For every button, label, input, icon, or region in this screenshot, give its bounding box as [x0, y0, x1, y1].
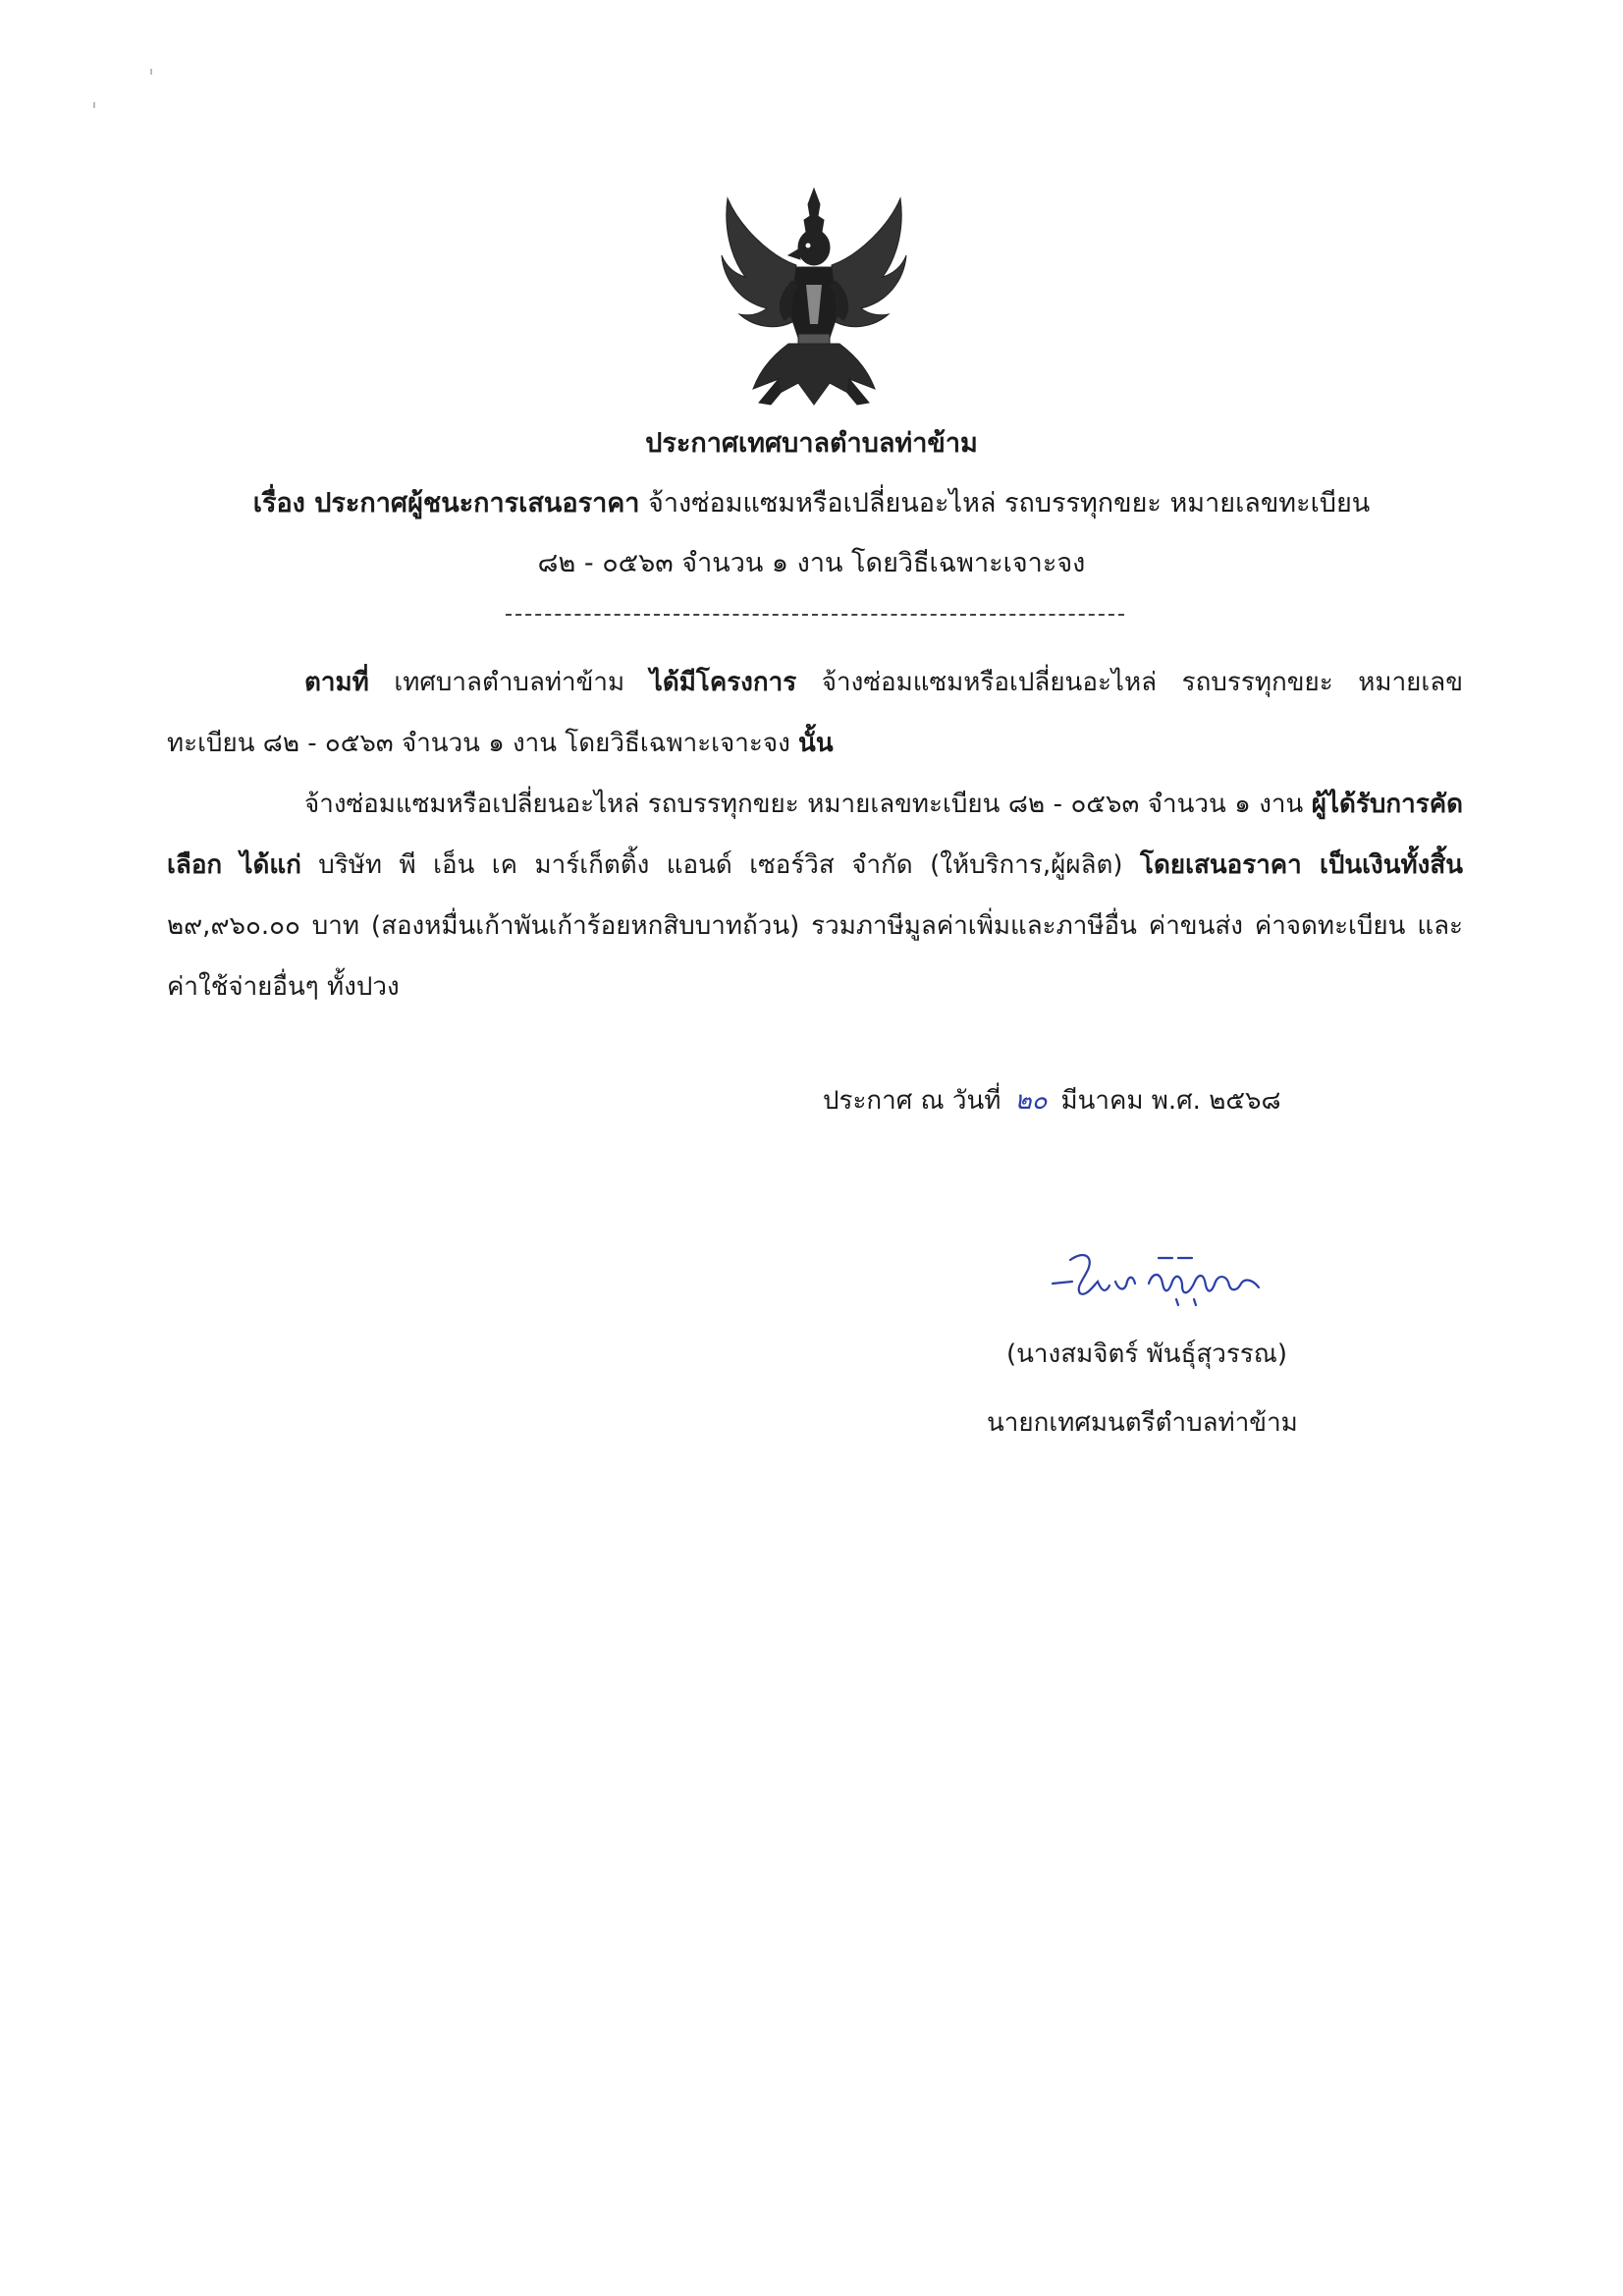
para2-text-b: บริษัท พี เอ็น เค มาร์เก็ตติ้ง แอนด์ เซอร์วิส จำกัด (ให้บริการ,ผู้ผลิต) [300, 850, 1140, 880]
subject-line-1 [0, 474, 1623, 533]
signer-position: นายกเทศมนตรีตำบลท่าข้าม [987, 1408, 1298, 1438]
para1-text-a: เทศบาลตำบลท่าข้าม [368, 668, 650, 697]
paragraph-1 [167, 652, 1463, 774]
subject-text-continued: ๘๒ - ๐๕๖๓ จำนวน ๑ งาน โดยวิธีเฉพาะเจาะจง [537, 548, 1086, 578]
scan-speck [150, 69, 152, 75]
date-day-handwritten: ๒๐ [1014, 1086, 1048, 1116]
subject-label: เรื่อง [252, 488, 305, 519]
para1-text-b: จ้างซ่อมแซมหรือเปลี่ยนอะไหล่ รถบรรทุกขยะ หมายเลขทะเบียน ๘๒ - ๐๕๖๓ จำนวน ๑ งาน โดยวิธีเฉพาะเจาะจง [167, 668, 1463, 758]
title-text: ประกาศเทศบาลตำบลท่าข้าม [645, 428, 978, 459]
announcement-title [0, 414, 1623, 473]
subject-text-plain: จ้างซ่อมแซมหรือเปลี่ยนอะไหล่ รถบรรทุกขยะ หมายเลขทะเบียน [639, 488, 1371, 519]
signer-name: (นางสมจิตร์ พันธุ์สุวรรณ) [1006, 1339, 1288, 1369]
subject-text-bold: ประกาศผู้ชนะการเสนอราคา [314, 488, 640, 519]
para2-bold-a: ผู้ได้รับการคัดเลือก ได้แก่ [167, 790, 1463, 880]
para1-tail: นั้น [798, 729, 834, 758]
paragraph-2 [167, 774, 1463, 1017]
subject-line-2 [0, 534, 1623, 593]
scan-speck [93, 102, 95, 108]
handwritten-signature-icon [1051, 1242, 1286, 1311]
announcement-date [823, 1076, 1281, 1125]
date-month-year: มีนาคม พ.ศ. ๒๕๖๘ [1060, 1086, 1281, 1116]
para2-text-c: ๒๙,๙๖๐.๐๐ บาท (สองหมื่นเก้าพันเก้าร้อยหกสิบบาทถ้วน) รวมภาษีมูลค่าเพิ่มและภาษีอื่น ค่าขนส่ง ค่าจดทะเบียน และค่าใช้จ่ายอื่นๆ ทั้งปวง [167, 911, 1463, 1002]
para1-bold: ได้มีโครงการ [649, 668, 797, 697]
dashed-divider [506, 614, 1124, 616]
date-prefix: ประกาศ ณ วันที่ [823, 1086, 1001, 1116]
garuda-emblem-icon [720, 187, 908, 414]
para2-bold-b: โดยเสนอราคา เป็นเงินทั้งสิ้น [1140, 850, 1464, 880]
para2-text-a: จ้างซ่อมแซมหรือเปลี่ยนอะไหล่ รถบรรทุกขยะ หมายเลขทะเบียน ๘๒ - ๐๕๖๓ จำนวน ๑ งาน [304, 790, 1312, 819]
para1-lead: ตามที่ [304, 668, 369, 697]
